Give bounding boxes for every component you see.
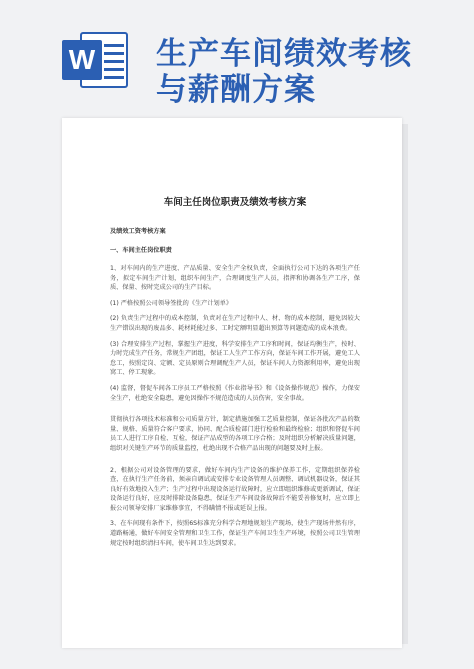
paragraph: 1、对车间内的生产进度、产品质量、安全生产全权负责，全面执行公司下达的各项生产任务，拟定车间生产计划，组织车间生产，合理调度生产人员，指挥和协调各生产工序，保质、保量、按时完成公司的生产目标。 — [110, 265, 360, 292]
banner-title-line-1: 生产车间绩效考核 — [156, 36, 412, 72]
document-title: 车间主任岗位职责及绩效考核方案 — [163, 197, 307, 208]
document-page — [62, 118, 402, 648]
section-heading: 及绩效工资考核方案 — [110, 228, 166, 235]
paragraph: (4) 监督，督促车间各工序员工严格按照《作业指导书》和《设备操作规范》操作，力保安全生产，杜绝安全隐患，避免因操作不规范造成的人员伤害，安全事故。 — [110, 384, 360, 402]
paragraph: (3) 合理安排生产过程，掌握生产进度，科学安排生产工序和时间，保证均衡生产，按时、力时完成生产任务，常规生产团组，保证工人生产工作方向，保证车间工作开展，避免工人怠工，按照定岗、定额、定员原则合理调配生产人员，保证车间人力资源利用率，避免出现窝工、停工现象。 — [110, 340, 360, 377]
paragraph: 2、根据公司对设备管理的要求，做好车间内生产设备的维护保养工作，定期组织保养检查，在执行生产任务前，须亲自调试或安排专业设备管理人员调整、调试机器设备，保证其良好有效地投入生产；生产过程中出现设备运行故障时，应立即组织维修或更新调试，保证设备运行良好，应及时排除设备隐患，保证生产车间设备故障后不能妥善修复时，应立即上报公司领导安排厂家维修事宜，不得瞒情不报或延误上报。 — [110, 466, 360, 512]
paragraph: 贯彻执行各项技术标准和公司质量方针，制定措施加强工艺质量控制，保证各批次产品的数量、规格、质量符合客户要求，协同、配合质检部门进行检验和最终检验；组织和督促车间员工人进行工序自检、互检，保证产品成型的各项工序合格；及时组织分析解决质量问题，组织对关键生产环节的质量监控，杜绝出现不合格产品出现的问题要及时上报。 — [110, 416, 360, 452]
subsection-heading: 一、车间主任岗位职责 — [110, 247, 172, 254]
header-banner — [0, 0, 474, 110]
paragraph: 3、在车间现有条件下，按照6S标准充分科学合理地规划生产现场，使生产现场井然有序，道路畅通，做好车间安全管理和卫生工作，保证生产车间卫生生产环境，按照公司卫生管理规定按时组织清扫车间，使车间卫生达到要求。 — [110, 520, 360, 547]
paragraph: (1) 严格按照公司领导签批的《生产计划单》 — [110, 299, 233, 307]
word-document-icon — [62, 30, 132, 90]
banner-title-line-2: 与薪酬方案 — [156, 72, 316, 108]
paragraph: (2) 负责生产过程中的成本控制，负责对在生产过程中人、材、物的成本控制，避免因较大生产错误出现的废品多、耗材耗能过多、工时定额明显超出预算等问题造成的成本浪费。 — [110, 315, 360, 332]
word-letter-badge: W — [62, 40, 102, 80]
